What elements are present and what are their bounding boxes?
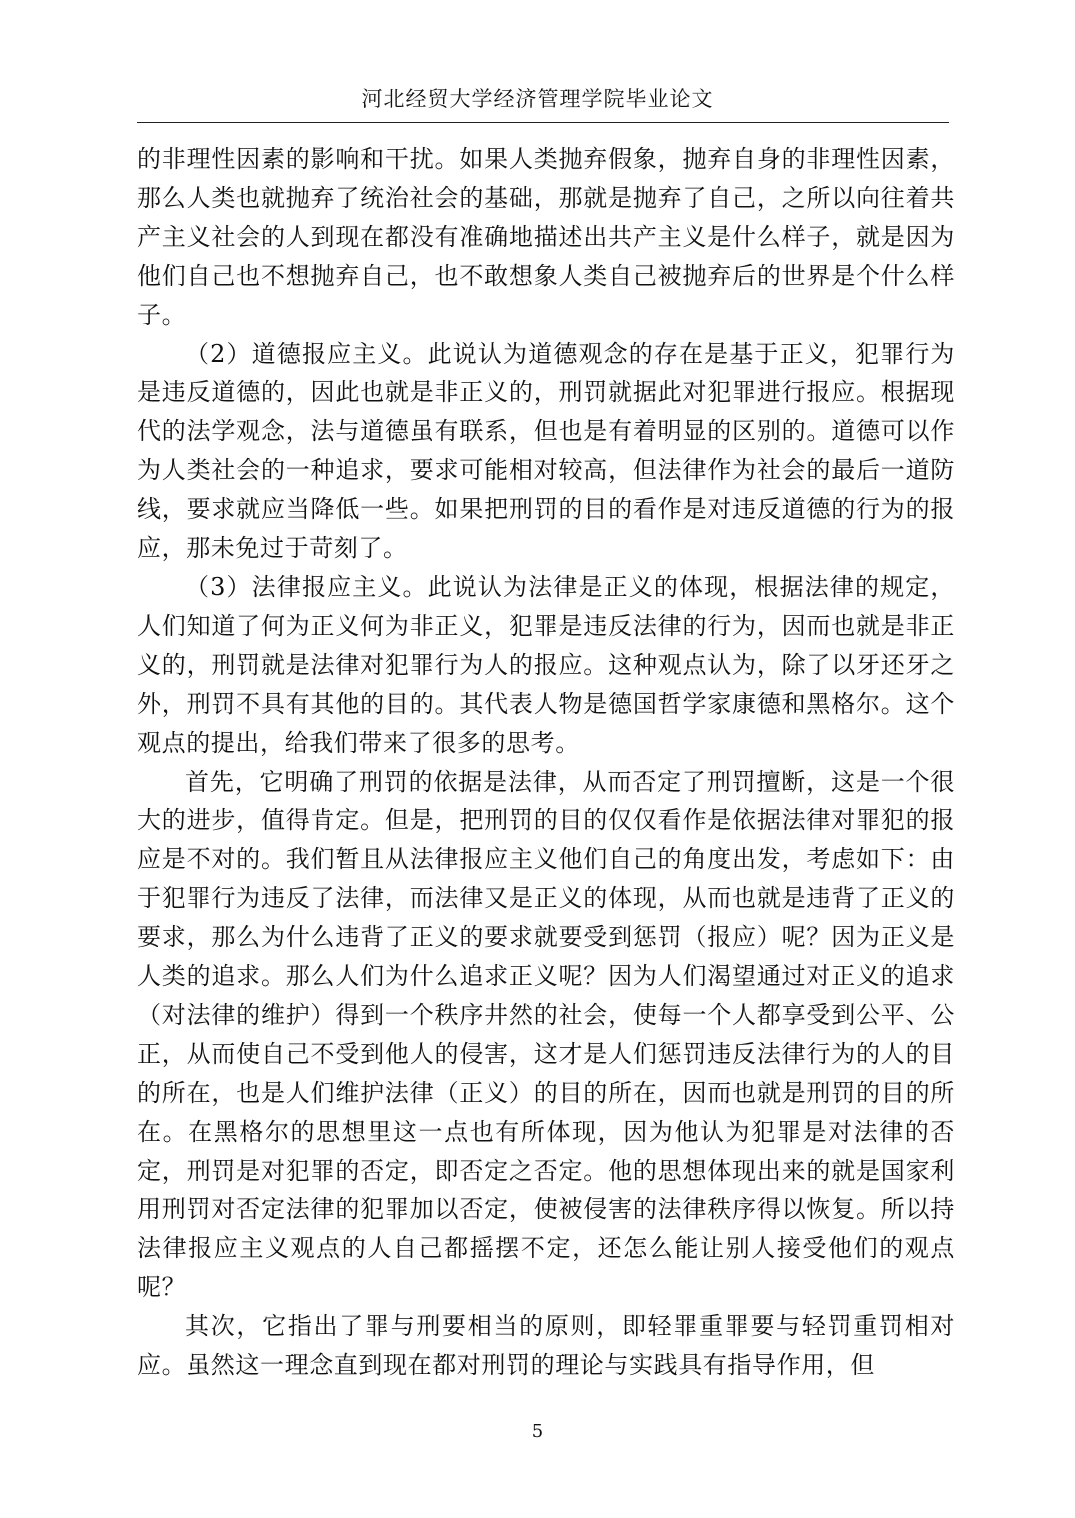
- page-header-title: 河北经贸大学经济管理学院毕业论文: [361, 87, 714, 111]
- paragraph-continuation: 的非理性因素的影响和干扰。如果人类抛弃假象，抛弃自身的非理性因素，那么人类也就抛弃了统治社会的基础，那就是抛弃了自己，之所以向往着共产主义社会的人到现在都没有准确地描述出共产主义是什么样子，就是因为他们自己也不想抛弃自己，也不敢想象人类自己被抛弃后的世界是个什么样子。: [137, 145, 955, 329]
- paragraph-legal-retribution: （3）法律报应主义。此说认为法律是正义的体现，根据法律的规定，人们知道了何为正义何为非正义，犯罪是违反法律的行为，因而也就是非正义的，刑罚就是法律对犯罪行为人的报应。这种观点认为，除了以牙还牙之外，刑罚不具有其他的目的。其代表人物是德国哲学家康德和黑格尔。这个观点的提出，给我们带来了很多的思考。: [137, 572, 955, 757]
- paragraph-second-point: 其次，它指出了罪与刑要相当的原则，即轻罪重罪要与轻罚重罚相对应。虽然这一理念直到现在都对刑罚的理论与实践具有指导作用，但: [137, 1312, 955, 1380]
- page-number: 5: [531, 1421, 544, 1442]
- paragraph-moral-retribution: （2）道德报应主义。此说认为道德观念的存在是基于正义，犯罪行为是违反道德的，因此也就是非正义的，刑罚就据此对犯罪进行报应。根据现代的法学观念，法与道德虽有联系，但也是有着明显的区别的。道德可以作为人类社会的一种追求，要求可能相对较高，但法律作为社会的最后一道防线，要求就应当降低一些。如果把刑罚的目的看作是对违反道德的行为的报应，那未免过于苛刻了。: [137, 339, 955, 563]
- document-body: [137, 140, 955, 1385]
- header-divider: [137, 122, 949, 123]
- paragraph-first-point: 首先，它明确了刑罚的依据是法律，从而否定了刑罚擅断，这是一个很大的进步，值得肯定。但是，把刑罚的目的仅仅看作是依据法律对罪犯的报应是不对的。我们暂且从法律报应主义他们自己的角度出发，考虑如下：由于犯罪行为违反了法律，而法律又是正义的体现，从而也就是违背了正义的要求，那么为什么违背了正义的要求就要受到惩罚（报应）呢？因为正义是人类的追求。那么人们为什么追求正义呢？因为人们渴望通过对正义的追求（对法律的维护）得到一个秩序井然的社会，使每一个人都享受到公平、公正，从而使自己不受到他人的侵害，这才是人们惩罚违反法律行为的人的目的所在，也是人们维护法律（正义）的目的所在，因而也就是刑罚的目的所在。在黑格尔的思想里这一点也有所体现，因为他认为犯罪是对法律的否定，刑罚是对犯罪的否定，即否定之否定。他的思想体现出来的就是国家利用刑罚对否定法律的犯罪加以否定，使被侵害的法律秩序得以恢复。所以持法律报应主义观点的人自己都摇摆不定，还怎么能让别人接受他们的观点呢？: [137, 767, 955, 1302]
